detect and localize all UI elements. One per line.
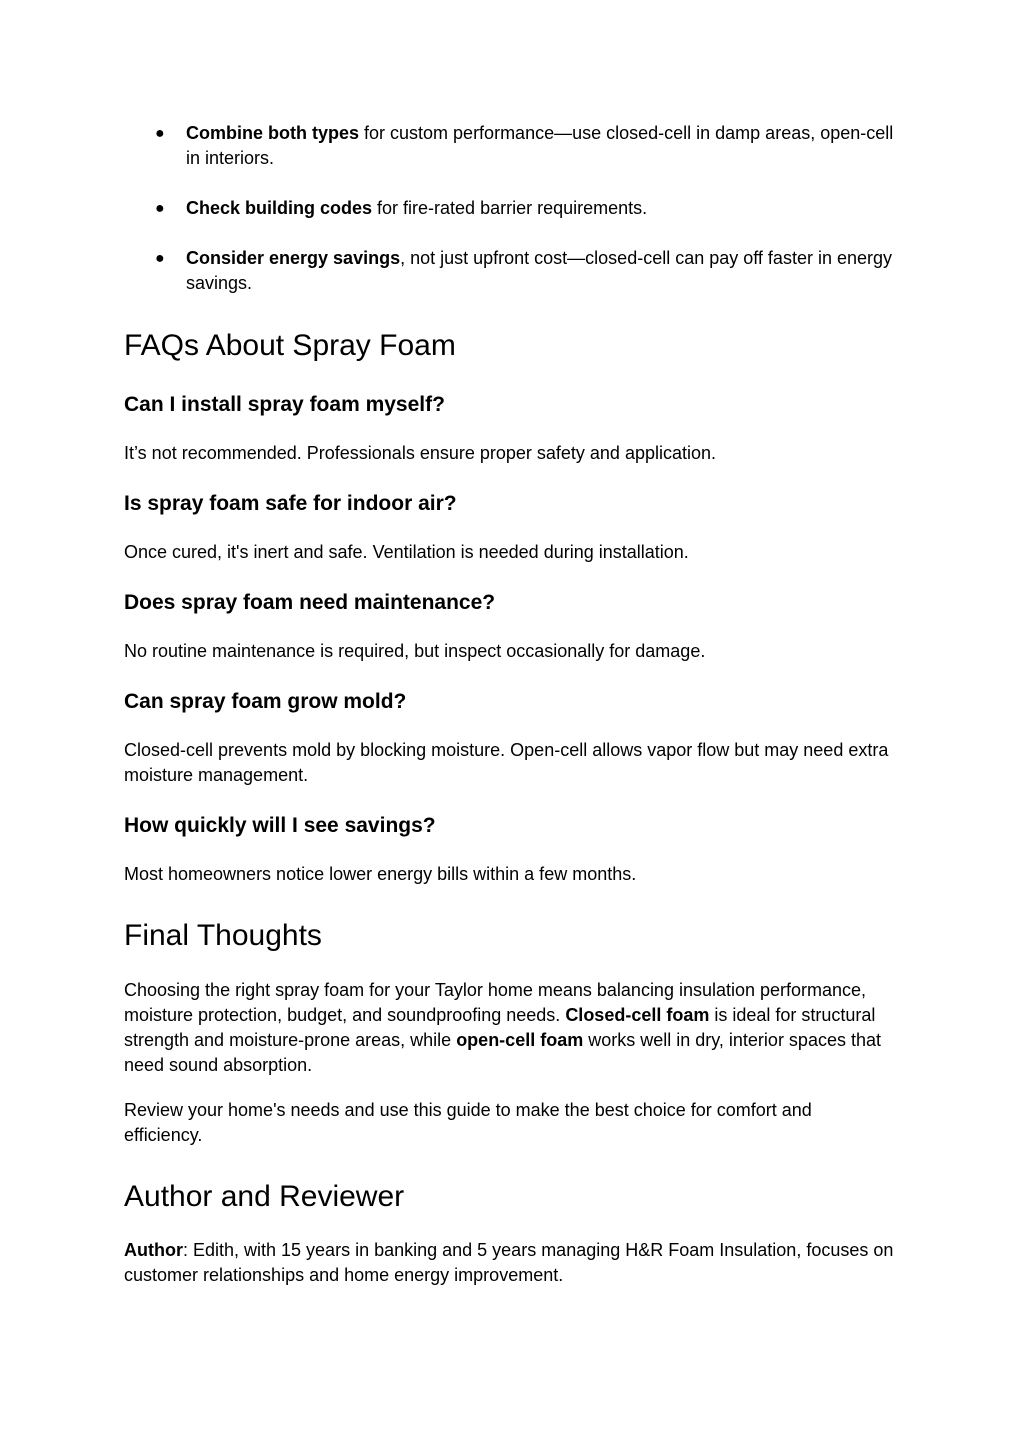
final-text: is ideal for structural strength and moisture-prone areas, while (124, 1005, 876, 1050)
faq-question: Is spray foam safe for indoor air? (124, 492, 457, 515)
final-paragraph (124, 978, 894, 1078)
author-paragraph (124, 1238, 894, 1288)
bullet-text: for fire-rated barrier requirements. (372, 198, 648, 218)
faq-answer: It’s not recommended. Professionals ensure proper safety and application. (124, 443, 717, 463)
bullet-icon: ● (155, 250, 165, 267)
bullet-bold: Combine both types (186, 123, 360, 143)
faq-question: Does spray foam need maintenance? (124, 591, 496, 614)
faq-question: Can spray foam grow mold? (124, 690, 407, 713)
open-cell-bold: open-cell foam (456, 1030, 584, 1050)
faq-question: Can I install spray foam myself? (124, 393, 445, 416)
final-text: Choosing the right spray foam for your Taylor home means balancing insulation performance, moisture protection, budget, and soundproofing needs. (124, 980, 867, 1025)
bullet-text: for custom performance—use closed-cell in damp areas, open-cell in interiors. (186, 123, 894, 168)
bullet-icon: ● (155, 200, 165, 217)
faq-heading: FAQs About Spray Foam (124, 329, 456, 362)
bullet-bold: Check building codes (186, 198, 373, 218)
tips-list (124, 121, 894, 321)
faq-answer: Closed-cell prevents mold by blocking moisture. Open-cell allows vapor flow but may need extra moisture management. (124, 740, 889, 785)
faq-question: How quickly will I see savings? (124, 814, 436, 837)
faq-answer: No routine maintenance is required, but inspect occasionally for damage. (124, 641, 706, 661)
list-item (124, 246, 894, 296)
final-text: works well in dry, interior spaces that need sound absorption. (124, 1030, 881, 1075)
author-text: : Edith, with 15 years in banking and 5 years managing H&R Foam Insulation, focuses on customer relationships and home energy improvement. (124, 1240, 894, 1285)
bullet-icon: ● (155, 125, 165, 142)
author-label: Author (124, 1240, 183, 1260)
faq-answer: Most homeowners notice lower energy bills within a few months. (124, 864, 637, 884)
final-thoughts-heading: Final Thoughts (124, 919, 322, 952)
final-paragraph-2: Review your home's needs and use this guide to make the best choice for comfort and efficiency. (124, 1100, 812, 1145)
author-heading: Author and Reviewer (124, 1180, 405, 1213)
bullet-bold: Consider energy savings (186, 248, 401, 268)
list-item (124, 196, 894, 221)
faq-answer: Once cured, it's inert and safe. Ventilation is needed during installation. (124, 542, 689, 562)
list-item (124, 121, 894, 171)
bullet-text: , not just upfront cost—closed-cell can pay off faster in energy savings. (186, 248, 893, 293)
closed-cell-bold: Closed-cell foam (565, 1005, 710, 1025)
